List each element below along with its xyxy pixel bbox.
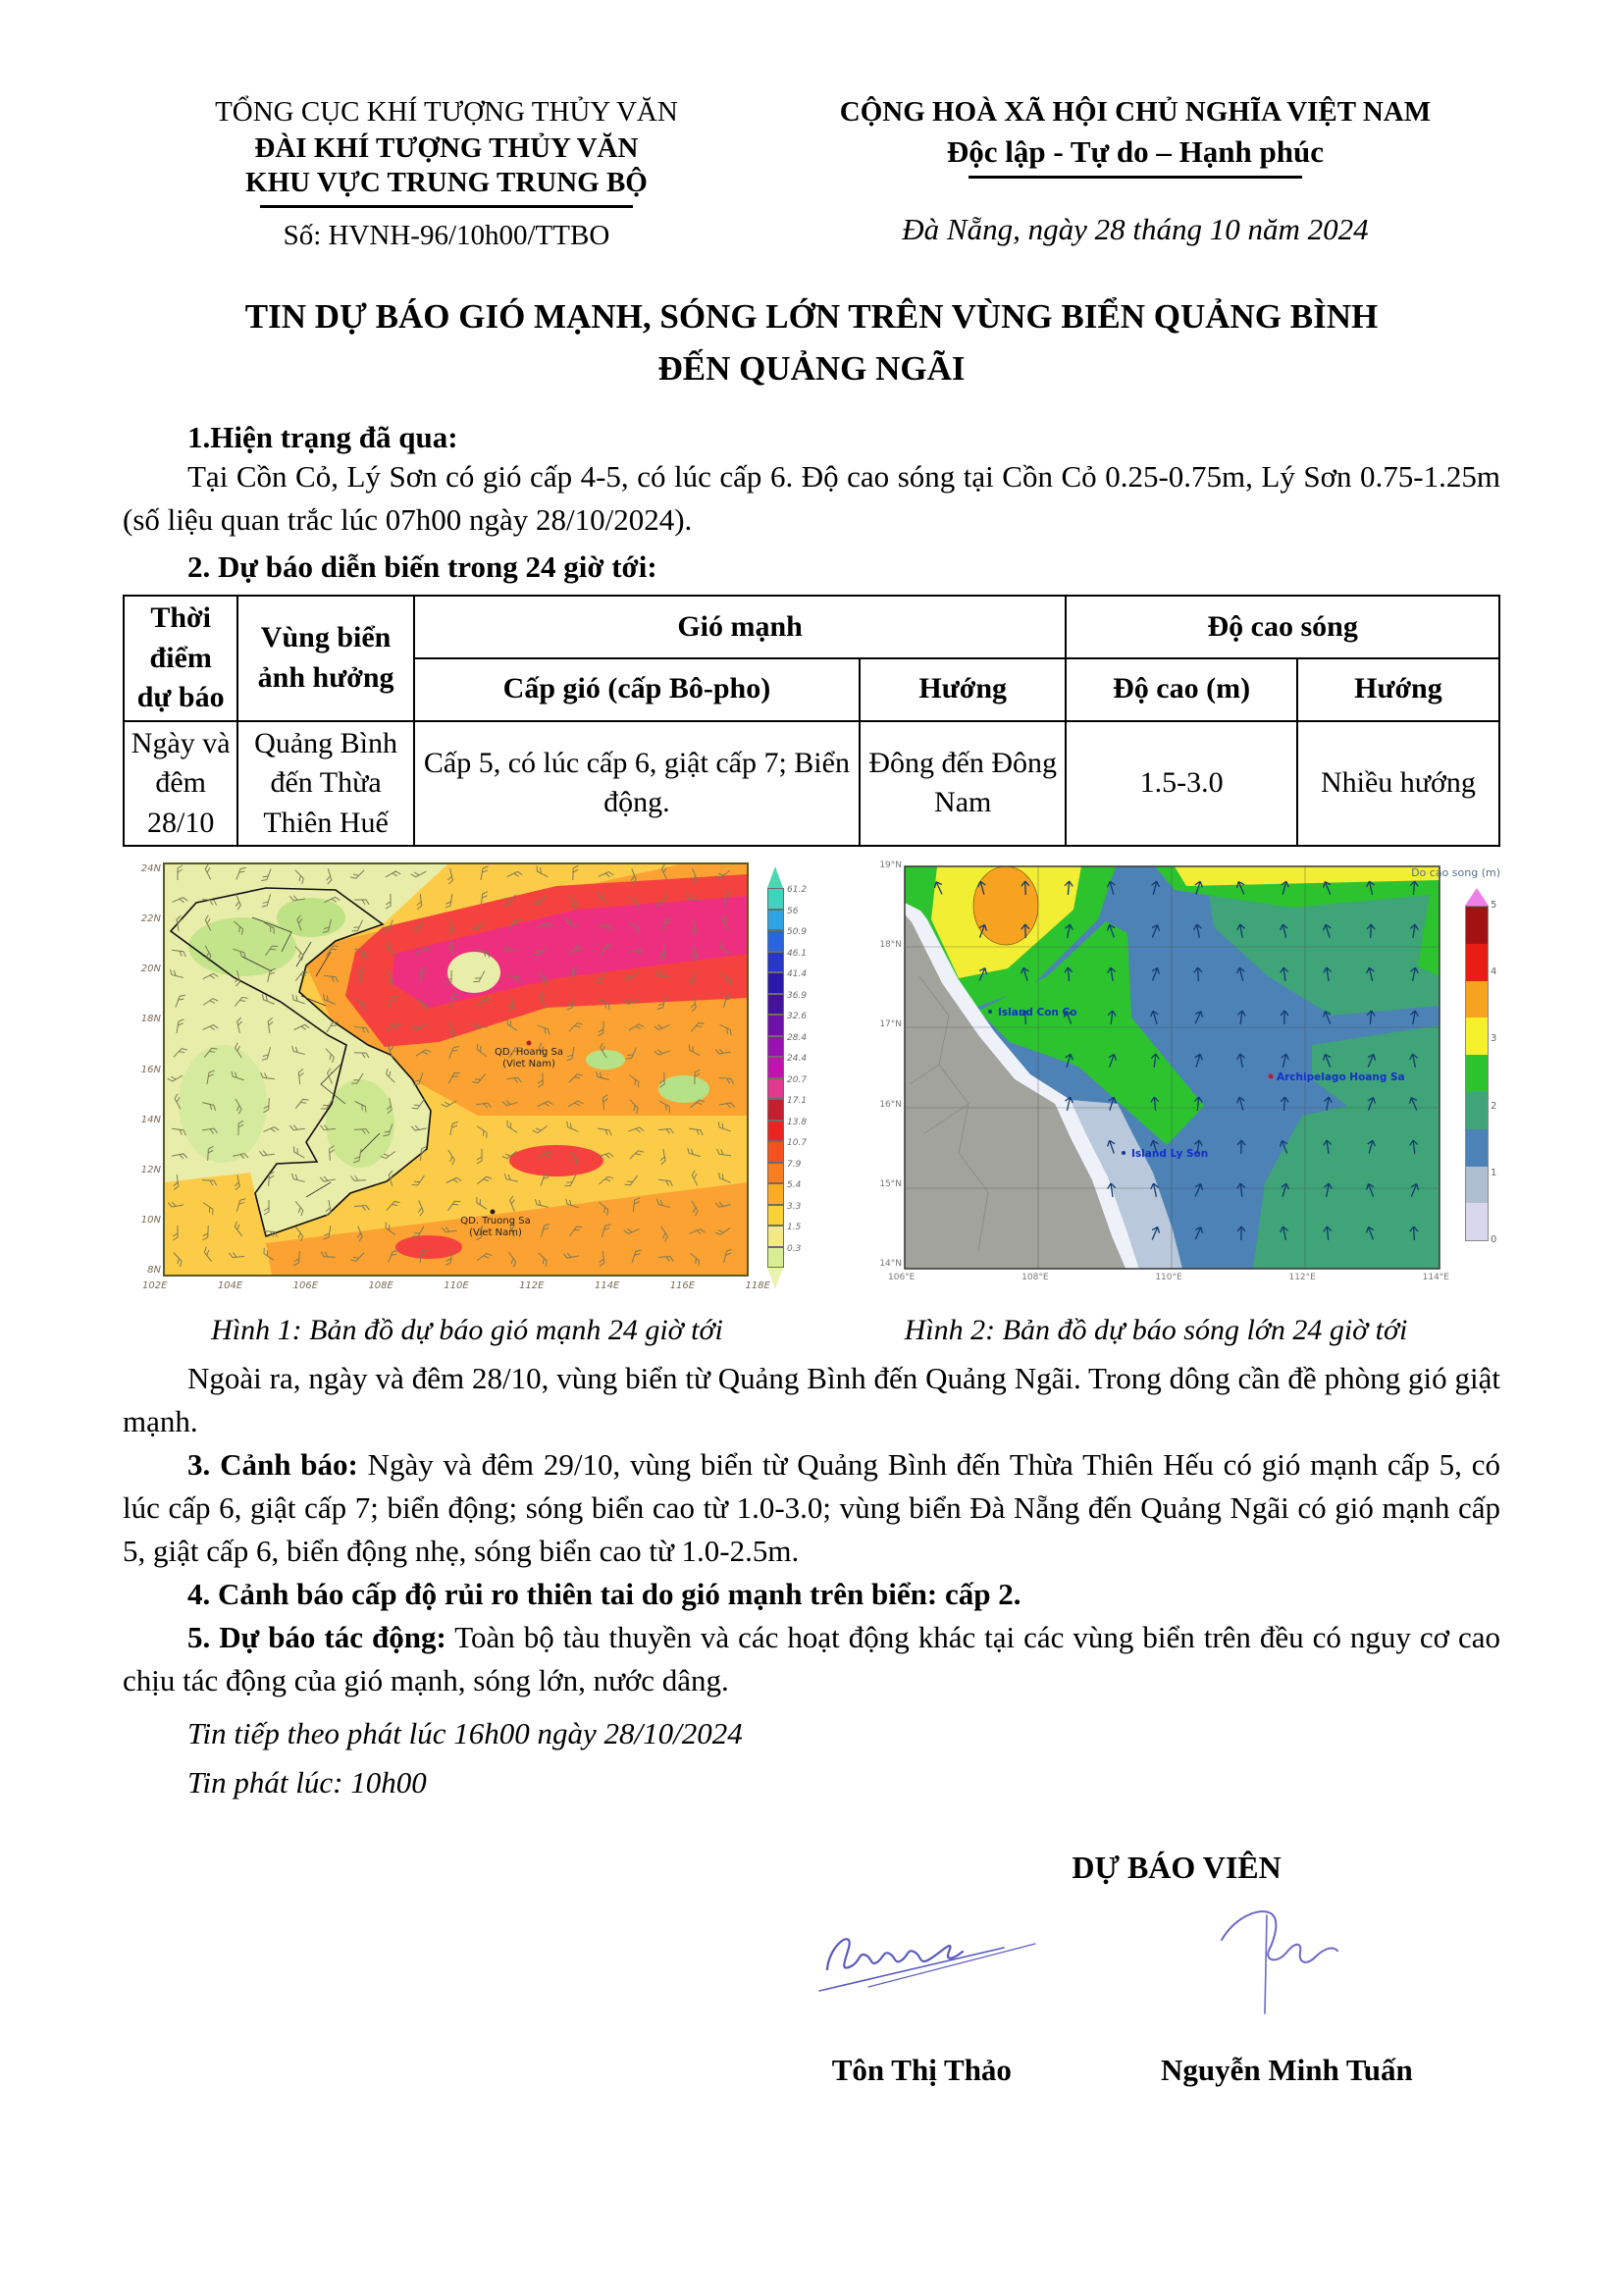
document-title (123, 291, 1500, 394)
signatures-row (123, 1886, 1500, 2053)
con-co-label: Island Con Co (998, 1007, 1077, 1019)
wave-forecast-map (880, 859, 1500, 1308)
additional-note-paragraph: Ngoài ra, ngày và đêm 28/10, vùng biển từ Quảng Bình đến Quảng Ngãi. Trong dông cần đề phòng gió giật mạnh. (123, 1361, 1500, 1439)
th-wind-level: Cấp gió (cấp Bô-pho) (414, 658, 860, 721)
country-name: CỘNG HOÀ XÃ HỘI CHỦ NGHĨA VIỆT NAM (839, 96, 1432, 128)
legend-row: 24.4 (767, 1057, 822, 1078)
legend-row: 46.1 (767, 952, 822, 973)
th-wave-dir: Hướng (1297, 658, 1499, 721)
th-wind-dir: Hướng (860, 658, 1066, 721)
title-line-2: ĐẾN QUẢNG NGÃI (657, 348, 966, 388)
wind-speed-legend (767, 885, 822, 1268)
document-header (123, 96, 1500, 252)
fig1-lon-axis: 102E 104E 106E 108E 110E 112E 114E 116E 118E (142, 1280, 770, 1292)
hoang-sa-label: Archipelago Hoang Sa (1277, 1071, 1405, 1084)
hoang-sa-label-1: QD. Hoang Sa (494, 1047, 564, 1059)
section-4-heading: 4. Cảnh báo cấp độ rủi ro thiên tai do gió mạnh trên biển: cấp 2. (187, 1577, 1021, 1612)
wave-colorbar-title: Do cao song (m) (1411, 866, 1500, 880)
section-1-body: Tại Cồn Cỏ, Lý Sơn có gió cấp 4-5, có lúc cấp 6. Độ cao sóng tại Cồn Cỏ 0.25-0.75m, Lý Sơn 0.75-1.25m (số liệu quan trắc lúc 07h00 ngày 28/10/2024). (123, 459, 1500, 538)
legend-row: 7.9 (767, 1163, 822, 1184)
fig2-lat-axis: 19°N 18°N 17°N 16°N 15°N 14°N (879, 861, 902, 1269)
hoang-sa-label-2: (Viet Nam) (502, 1059, 555, 1070)
forecaster-names (123, 2053, 1500, 2102)
section-3-paragraph (123, 1443, 1500, 1573)
legend-row: 28.4 (767, 1036, 822, 1058)
fig2-lon-axis: 106°E 108°E 110°E 112°E 114°E (888, 1273, 1449, 1283)
forecaster-heading: DỰ BÁO VIÊN (1072, 1850, 1282, 1886)
cell-wave-height: 1.5-3.0 (1066, 721, 1297, 847)
cell-time: Ngày và đêm 28/10 (124, 721, 237, 847)
table-row (124, 721, 1499, 847)
signature-ton-thi-thao (810, 1901, 1104, 2028)
legend-row: 20.7 (767, 1078, 822, 1100)
legend-row: 61.2 (767, 888, 822, 910)
cell-wind-level: Cấp 5, có lúc cấp 6, giật cấp 7; Biển động. (414, 721, 860, 847)
legend-row: 13.8 (767, 1121, 822, 1142)
legend-row: 3.3 (767, 1205, 822, 1226)
legend-row: 5.4 (767, 1183, 822, 1205)
legend-row: 17.1 (767, 1099, 822, 1121)
section-1-heading: 1.Hiện trạng đã qua: (187, 420, 458, 454)
forecast-table (123, 595, 1500, 847)
section-3-label: 3. Cảnh báo: (187, 1447, 358, 1483)
th-wave-group: Độ cao sóng (1066, 596, 1499, 658)
figures-row (123, 859, 1500, 1308)
document-number: Số: HVNH-96/10h00/TTBO (283, 220, 610, 251)
section-5-paragraph (123, 1616, 1500, 1702)
national-motto-block (770, 96, 1500, 252)
cell-area: Quảng Bình đến Thừa Thiên Huế (237, 721, 413, 847)
fig1-legend-arrow-top (767, 866, 783, 888)
section-2-heading: 2. Dự báo diễn biến trong 24 giờ tới: (187, 549, 657, 585)
header-rule-left (260, 205, 633, 208)
agency-name: ĐÀI KHÍ TƯỢNG THỦY VĂN (254, 132, 639, 164)
fig2-colorbar-arrow-top (1465, 888, 1489, 906)
truong-sa-label-2: (Viet Nam) (469, 1227, 522, 1239)
legend-row: 0.3 (767, 1247, 822, 1269)
place-date-line: Đà Nẵng, ngày 28 tháng 10 năm 2024 (902, 212, 1369, 246)
next-bulletin-note: Tin tiếp theo phát lúc 16h00 ngày 28/10/2024 (187, 1716, 743, 1751)
legend-row: 50.9 (767, 930, 822, 952)
ly-son-label: Island Ly Son (1131, 1148, 1209, 1161)
section-5-body: Toàn bộ tàu thuyền và các hoạt động khác tại các vùng biển trên đều có nguy cơ cao chịu tác động của gió mạnh, sóng lớn, nước dâng. (123, 1620, 1500, 1698)
agency-region: KHU VỰC TRUNG TRUNG BỘ (245, 167, 648, 198)
th-wind-group: Gió mạnh (414, 596, 1067, 658)
section-3-body: Ngày và đêm 29/10, vùng biển từ Quảng Bình đến Thừa Thiên Hếu có gió mạnh cấp 5, có lúc cấp 6, giật cấp 7; biển động; sóng biển cao từ 1.0-3.0; vùng biển Đà Nẵng đến Quảng Ngãi có gió mạnh cấp 5, giật cấp 6, biển động nhẹ, sóng biển cao từ 1.0-2.5m. (123, 1447, 1500, 1569)
wind-map-canvas (134, 859, 762, 1308)
wave-height-colorbar (1465, 906, 1489, 1241)
legend-row: 36.9 (767, 994, 822, 1016)
forecaster-name-2: Nguyễn Minh Tuấn (1161, 2053, 1413, 2088)
agency-parent: TỔNG CỤC KHÍ TƯỢNG THỦY VĂN (215, 96, 678, 128)
fig1-caption: Hình 1: Bản đồ dự báo gió mạnh 24 giờ tới (211, 1314, 723, 1347)
figure-captions (123, 1314, 1500, 1347)
legend-row: 41.4 (767, 972, 822, 994)
th-wave-height: Độ cao (m) (1066, 658, 1297, 721)
cell-wind-dir: Đông đến Đông Nam (860, 721, 1066, 847)
wave-colorbar-ticks: 5 4 3 2 1 0 (1491, 900, 1497, 1245)
legend-row: 1.5 (767, 1226, 822, 1247)
th-time: Thời điểm dự báo (124, 596, 237, 721)
forecaster-name-1: Tôn Thị Thảo (831, 2053, 1012, 2088)
fig2-colorbar-arrow-bottom (1465, 1240, 1489, 1258)
header-rule-right (969, 176, 1302, 179)
legend-row: 10.7 (767, 1141, 822, 1163)
wave-map-canvas (880, 859, 1500, 1308)
signature-nguyen-minh-tuan (1192, 1896, 1408, 2033)
issuing-agency-block (123, 96, 770, 252)
legend-row: 32.6 (767, 1015, 822, 1036)
fig1-legend-arrow-bottom (767, 1268, 783, 1289)
title-line-1: TIN DỰ BÁO GIÓ MẠNH, SÓNG LỚN TRÊN VÙNG BIỂN QUẢNG BÌNH (244, 297, 1379, 336)
legend-row: 56 (767, 910, 822, 931)
th-area: Vùng biển ảnh hưởng (237, 596, 413, 721)
fig2-caption: Hình 2: Bản đồ dự báo sóng lớn 24 giờ tới (904, 1314, 1408, 1347)
section-5-label: 5. Dự báo tác động: (187, 1620, 446, 1655)
cell-wave-dir: Nhiều hướng (1297, 721, 1499, 847)
wind-forecast-map (134, 859, 823, 1308)
fig1-lat-axis: 24N 22N 20N 18N 16N 14N 12N 10N 8N (140, 863, 161, 1277)
issued-time-note: Tin phát lúc: 10h00 (187, 1765, 427, 1800)
motto: Độc lập - Tự do – Hạnh phúc (946, 134, 1324, 169)
truong-sa-label-1: QD. Truong Sa (460, 1216, 531, 1227)
